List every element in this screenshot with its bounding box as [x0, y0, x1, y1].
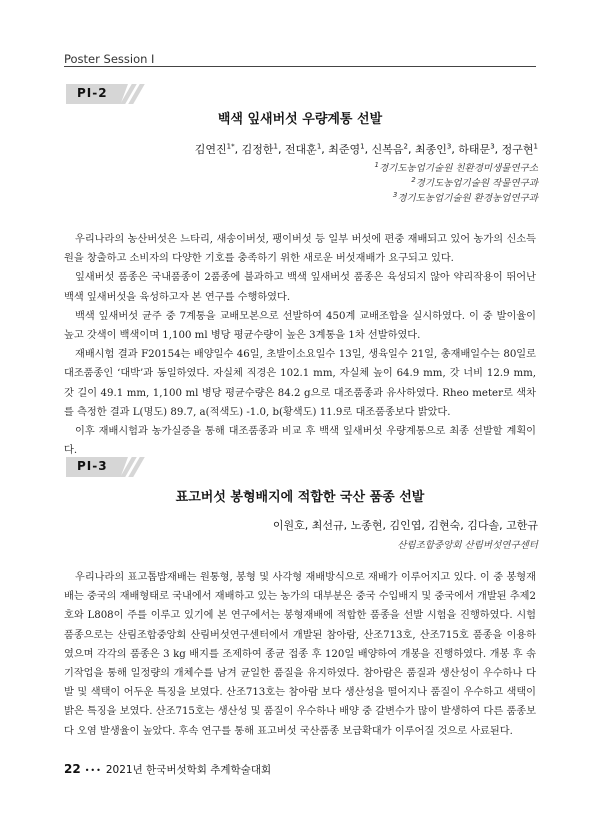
paragraph: 우리나라의 농산버섯은 느타리, 새송이버섯, 팽이버섯 등 일부 버섯에 편중 재배되고 있어 농가의 신소득원을 창출하고 소비자의 다양한 기호를 충족하기 위한 새로운 버섯재배가 요구되고 있다.: [64, 234, 536, 265]
affiliation-1: 산림조합중앙회 산림버섯연구센터: [397, 540, 538, 551]
section-badge: [66, 84, 128, 104]
affiliation-2: $^2$경기도농업기술원 작물연구과: [411, 175, 538, 189]
author-list: 김연진$^{1*}$, 김정한$^1$, 전대훈$^1$, 최준영$^1$, 신복음$^2$, 최종인$^3$, 하태문$^3$, 정구현$^1$: [194, 142, 538, 156]
paragraph: 잎새버섯 품종은 국내품종이 2품종에 불과하고 백색 잎새버섯 품종은 육성되지 않아 약리작용이 뛰어난 백색 잎새버섯을 육성하고자 본 연구를 수행하였다.: [64, 272, 536, 303]
footer-dots: •••: [84, 766, 102, 775]
abstract-body: [64, 568, 536, 741]
author-list: 이원호, 최선규, 노종현, 김인엽, 김현숙, 김다솔, 고한규: [272, 519, 538, 532]
section-badge: [66, 457, 128, 477]
header-divider: [64, 66, 536, 67]
conference-name: 2021년 한국버섯학회 추계학술대회: [105, 764, 272, 776]
page-number: 22: [64, 762, 81, 776]
abstract-title: 표고버섯 봉형배지에 적합한 국산 품종 선발: [175, 490, 425, 505]
paragraph: 재배시험 결과 F20154는 배양일수 46일, 초발이소요일수 13일, 생육일수 21일, 총재배일수는 80일로 대조품종인 ‘대박’과 동일하였다. 자실체 직경은 102.1 mm, 자실체 높이 64.9 mm, 갓 너비 12.9 mm, 갓 길이 49.1 mm, 1,100 ml 병당 평균수량은 84.2 g으로 대조품종과 유사하였다. Rheo meter로 색차를 측정한 결과 L(명도) 89.7, a(적색도) -1.0, b(황색도) 11.9로 대조품종보다 밝았다.: [64, 349, 536, 418]
abstract-body: [64, 230, 536, 460]
affiliation-1: $^1$경기도농업기술원 친환경미생물연구소: [374, 160, 538, 174]
badge-label: PI-2: [77, 86, 108, 100]
affiliation-3: $^3$경기도농업기술원 환경농업연구과: [392, 190, 538, 204]
badge-label: PI-3: [77, 459, 108, 473]
paragraph: 백색 잎새버섯 균주 중 7계통을 교배모본으로 선발하여 450계 교배조합을 실시하였다. 이 중 발이율이 높고 갓색이 백색이며 1,100 ml 병당 평균수량이 높은 3계통을 1차 선발하였다.: [64, 310, 536, 342]
header-title: Poster Session I: [64, 52, 155, 66]
paragraph: 이후 재배시험과 농가실증을 통해 대조품종과 비교 후 백색 잎새버섯 우량계통으로 최종 선발할 계획이다.: [64, 426, 536, 457]
paragraph: 우리나라의 표고톱밥재배는 원통형, 봉형 및 사각형 재배방식으로 재배가 이루어지고 있다. 이 중 봉형재배는 중국의 재배형태로 국내에서 재배하고 있는 농가의 대부분은 중국 수입배지 및 중국에서 개발된 추제2호와 L808이 주를 이루고 있기에 본 연구에서는 봉형재배에 적합한 품종을 선발 시험을 진행하였다. 시험 품종으로는 산림조합중앙회 산림버섯연구센터에서 개발된 참아람, 산조713호, 산조715호 품종을 이용하였으며 각각의 품종은 3 kg 배지를 조제하여 종균 접종 후 120일 배양하여 개봉을 진행하였다. 개봉 후 솎기작업을 통해 일정량의 개체수를 남겨 균일한 품질을 유지하였다. 참아람은 품질과 생산성이 우수하나 다발 및 색택이 어두운 특징을 보였다. 산조713호는 참아람 보다 생산성을 떨어지나 품질이 우수하고 색택이 밝은 특징을 보였다. 산조715호는 생산성 및 품질이 우수하나 배양 중 갈변수가 많이 발생하여 다른 품종보다 오염 발생율이 높았다. 후속 연구를 통해 표고버섯 국산품종 보급확대가 이루어질 것으로 사료된다.: [64, 572, 536, 737]
abstract-title: 백색 잎새버섯 우량계통 선발: [217, 112, 383, 127]
page-footer: [64, 762, 271, 777]
